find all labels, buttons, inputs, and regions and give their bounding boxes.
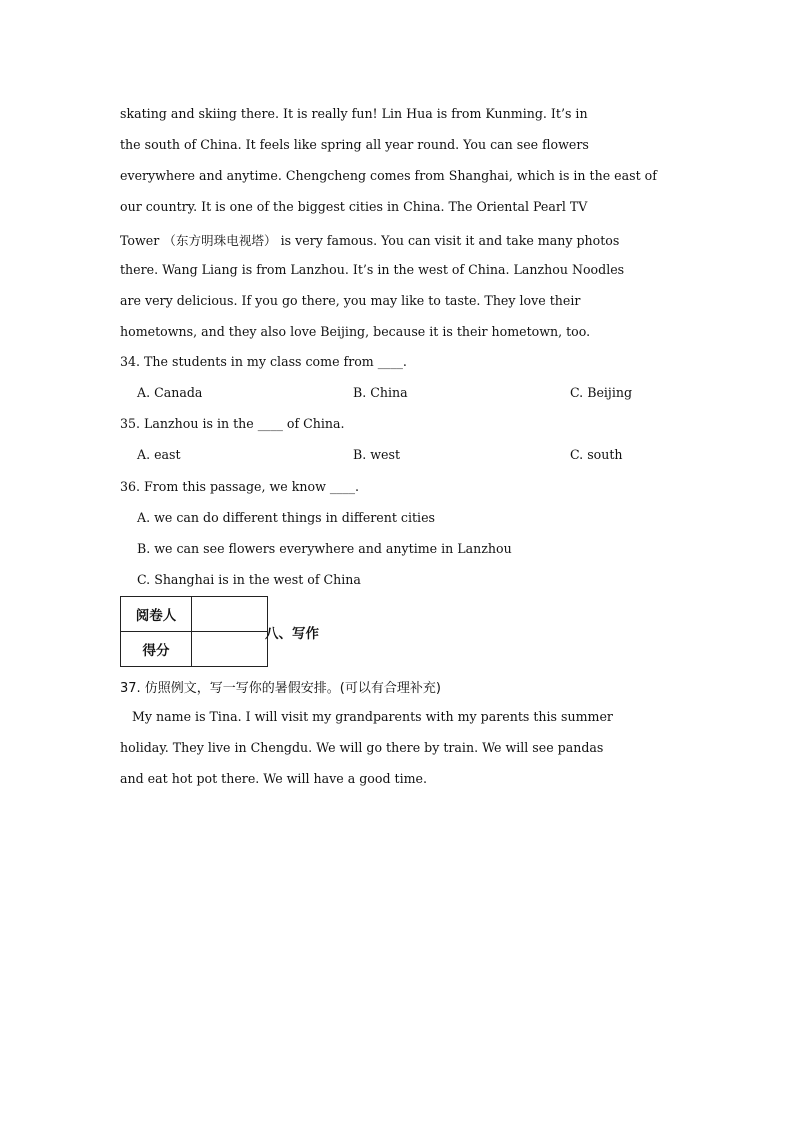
reviewer-label: 阅卷人 — [121, 597, 192, 632]
passage-line: everywhere and anytime. Chengcheng comes from Shanghai, which is in the east of — [120, 168, 657, 183]
question-37-prompt: 37. 仿照例文，写一写你的暑假安排。(可以有合理补充) — [120, 681, 441, 696]
question-34-option-b: B. China — [353, 385, 408, 400]
passage-line: our country. It is one of the biggest cities in China. The Oriental Pearl TV — [120, 199, 588, 214]
example-line: and eat hot pot there. We will have a good time. — [120, 771, 427, 786]
question-36-option-b: B. we can see flowers everywhere and anytime in Lanzhou — [137, 541, 512, 556]
score-label: 得分 — [121, 632, 192, 667]
question-35-stem: 35. Lanzhou is in the ____ of China. — [120, 416, 345, 431]
passage-line: skating and skiing there. It is really fun! Lin Hua is from Kunming. It’s in — [120, 106, 588, 121]
score-field[interactable] — [192, 632, 268, 667]
score-table — [120, 596, 268, 667]
example-line: holiday. They live in Chengdu. We will go there by train. We will see pandas — [120, 740, 604, 755]
question-36-option-c: C. Shanghai is in the west of China — [137, 572, 361, 587]
question-35-option-c: C. south — [570, 447, 623, 462]
question-34-option-c: C. Beijing — [570, 385, 633, 400]
section-8-title: 八、写作 — [265, 626, 319, 642]
example-line: My name is Tina. I will visit my grandparents with my parents this summer — [120, 709, 613, 724]
question-34-option-a: A. Canada — [137, 385, 203, 400]
question-34-stem: 34. The students in my class come from ____. — [120, 354, 407, 369]
question-36-stem: 36. From this passage, we know ____. — [120, 479, 360, 494]
passage-line: the south of China. It feels like spring all year round. You can see flowers — [120, 137, 589, 152]
passage-line: Tower （东方明珠电视塔） is very famous. You can visit it and take many photos — [120, 233, 620, 248]
passage-line: are very delicious. If you go there, you may like to taste. They love their — [120, 293, 581, 308]
question-36-option-a: A. we can do different things in different cities — [137, 510, 436, 525]
question-35-option-b: B. west — [353, 447, 401, 462]
question-35-option-a: A. east — [137, 447, 181, 462]
passage-line: there. Wang Liang is from Lanzhou. It’s in the west of China. Lanzhou Noodles — [120, 262, 625, 277]
reviewer-field[interactable] — [192, 597, 268, 632]
passage-line: hometowns, and they also love Beijing, because it is their hometown, too. — [120, 324, 591, 339]
